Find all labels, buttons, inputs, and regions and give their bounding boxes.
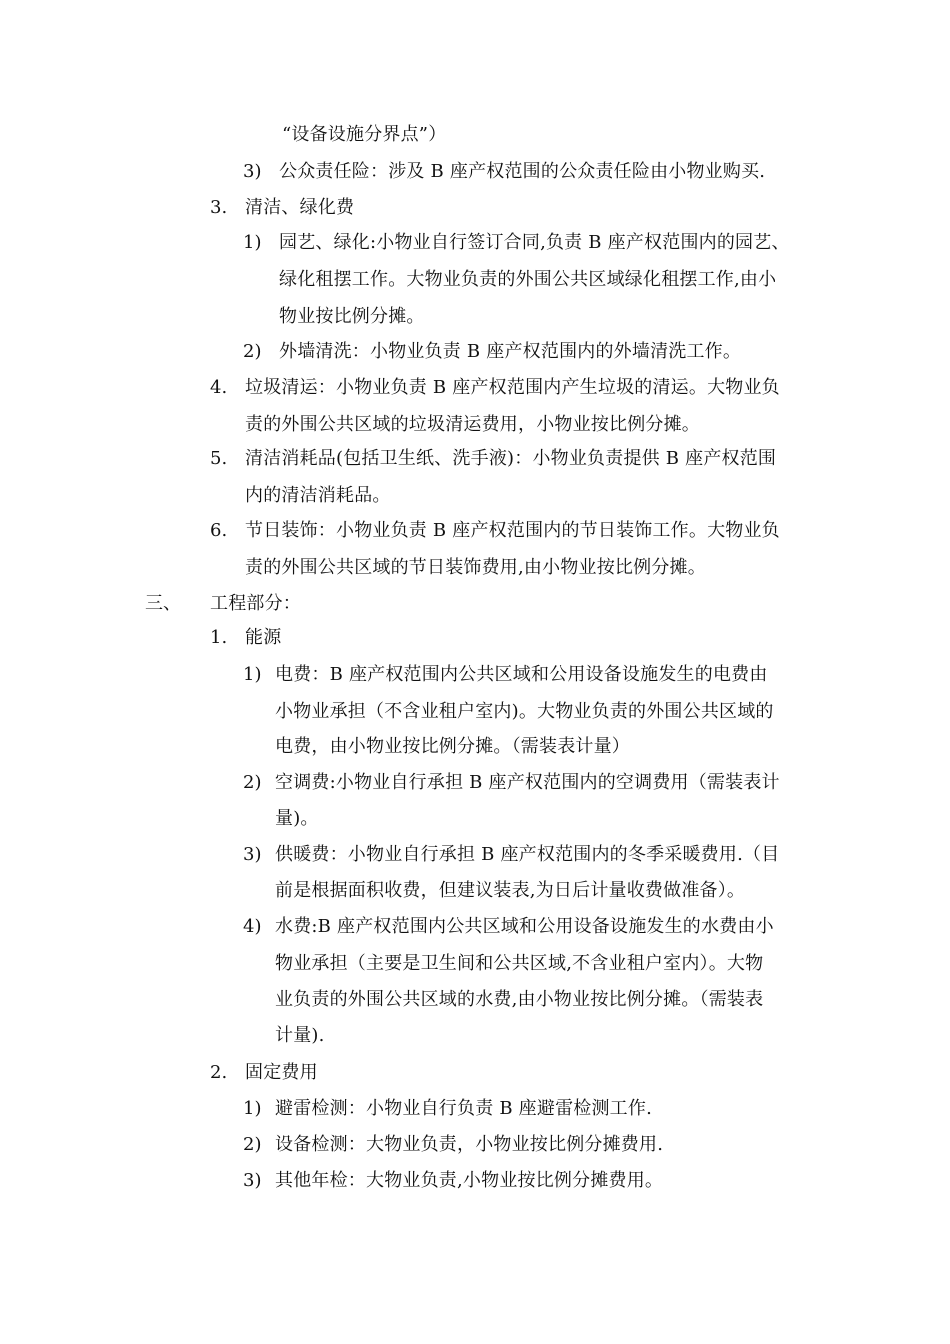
list-marker: 2) [243, 341, 262, 362]
line-text: 责的外围公共区域的垃圾清运费用，小物业按比例分摊。 [245, 414, 700, 435]
line-continuation [0, 265, 950, 295]
line-text: 公众责任险：涉及 B 座产权范围的公众责任险由小物业购买. [279, 161, 766, 182]
list-item [0, 228, 950, 258]
line-text: 清洁、绿化费 [245, 197, 355, 218]
list-marker: 3) [243, 844, 262, 865]
line-text: 物业按比例分摊。 [279, 306, 425, 327]
line-continuation [0, 1021, 950, 1051]
list-item [0, 1130, 950, 1160]
list-marker: 5. [210, 448, 228, 469]
line-text: 物业承担（主要是卫生间和公共区域,不含业租户室内）。大物 [275, 953, 764, 974]
line-continuation [0, 732, 950, 762]
section-item [0, 373, 950, 403]
line-text: 水费:B 座产权范围内公共区域和公用设备设施发生的水费由小 [275, 916, 774, 937]
chapter-title: 工程部分： [210, 593, 301, 614]
list-marker: 1) [243, 232, 262, 253]
line-text: 电费，由小物业按比例分摊。（需装表计量） [275, 736, 630, 757]
list-marker: 1. [210, 627, 228, 648]
line-continuation [0, 804, 950, 834]
list-item [0, 912, 950, 942]
line-continuation [0, 876, 950, 906]
line-continuation [0, 120, 950, 150]
line-text: 电费：B 座产权范围内公共区域和公用设备设施发生的电费由 [275, 664, 768, 685]
line-continuation [0, 949, 950, 979]
list-marker: 4. [210, 377, 228, 398]
list-item [0, 660, 950, 690]
list-marker: 1) [243, 1098, 262, 1119]
line-continuation [0, 302, 950, 332]
line-text: 前是根据面积收费，但建议装表,为日后计量收费做准备）。 [275, 880, 746, 901]
chapter-marker: 三、 [145, 593, 181, 614]
line-text: 空调费:小物业自行承担 B 座产权范围内的空调费用（需装表计 [275, 772, 780, 793]
chapter-heading [0, 589, 950, 619]
list-item [0, 1094, 950, 1124]
section-item [0, 623, 950, 653]
line-text: 外墙清洗：小物业负责 B 座产权范围内的外墙清洗工作。 [279, 341, 742, 362]
list-marker: 3) [243, 1170, 262, 1191]
list-item [0, 337, 950, 367]
line-text: 责的外围公共区域的节日装饰费用,由小物业按比例分摊。 [245, 557, 706, 578]
line-text: 业负责的外围公共区域的水费,由小物业按比例分摊。（需装表 [275, 989, 764, 1010]
section-item [0, 516, 950, 546]
list-marker: 6. [210, 520, 228, 541]
list-marker: 3. [210, 197, 228, 218]
line-text: 绿化租摆工作。大物业负责的外围公共区域绿化租摆工作,由小 [279, 269, 777, 290]
line-text: 小物业承担（不含业租户室内)。大物业负责的外围公共区域的 [275, 701, 774, 722]
line-text: 避雷检测：小物业自行负责 B 座避雷检测工作. [275, 1098, 652, 1119]
line-text: 节日装饰：小物业负责 B 座产权范围内的节日装饰工作。大物业负 [245, 520, 780, 541]
list-marker: 2) [243, 772, 262, 793]
section-item [0, 193, 950, 223]
list-item [0, 840, 950, 870]
line-continuation [0, 985, 950, 1015]
line-continuation [0, 481, 950, 511]
line-text: 园艺、绿化:小物业自行签订合同,负责 B 座产权范围内的园艺、 [279, 232, 790, 253]
line-text: 垃圾清运：小物业负责 B 座产权范围内产生垃圾的清运。大物业负 [245, 377, 780, 398]
line-text: 能源 [245, 627, 282, 648]
line-text: 固定费用 [245, 1062, 318, 1083]
list-marker: 2. [210, 1062, 228, 1083]
list-marker: 2) [243, 1134, 262, 1155]
line-text: 清洁消耗品(包括卫生纸、洗手液)：小物业负责提供 B 座产权范围 [245, 448, 777, 469]
line-text: “设备设施分界点”） [282, 124, 447, 145]
line-text: 内的清洁消耗品。 [245, 485, 391, 506]
line-text: 量)。 [275, 808, 319, 829]
list-marker: 1) [243, 664, 262, 685]
list-marker: 4) [243, 916, 262, 937]
section-item [0, 444, 950, 474]
line-continuation [0, 697, 950, 727]
line-continuation [0, 410, 950, 440]
line-text: 供暖费：小物业自行承担 B 座产权范围内的冬季采暖费用.（目 [275, 844, 780, 865]
line-text: 其他年检：大物业负责,小物业按比例分摊费用。 [275, 1170, 664, 1191]
line-text: 设备检测：大物业负责，小物业按比例分摊费用. [275, 1134, 664, 1155]
list-marker: 3) [243, 161, 262, 182]
section-item [0, 1058, 950, 1088]
list-item [0, 768, 950, 798]
line-text: 计量). [275, 1025, 325, 1046]
list-item [0, 1166, 950, 1196]
line-continuation [0, 553, 950, 583]
list-item [0, 157, 950, 187]
